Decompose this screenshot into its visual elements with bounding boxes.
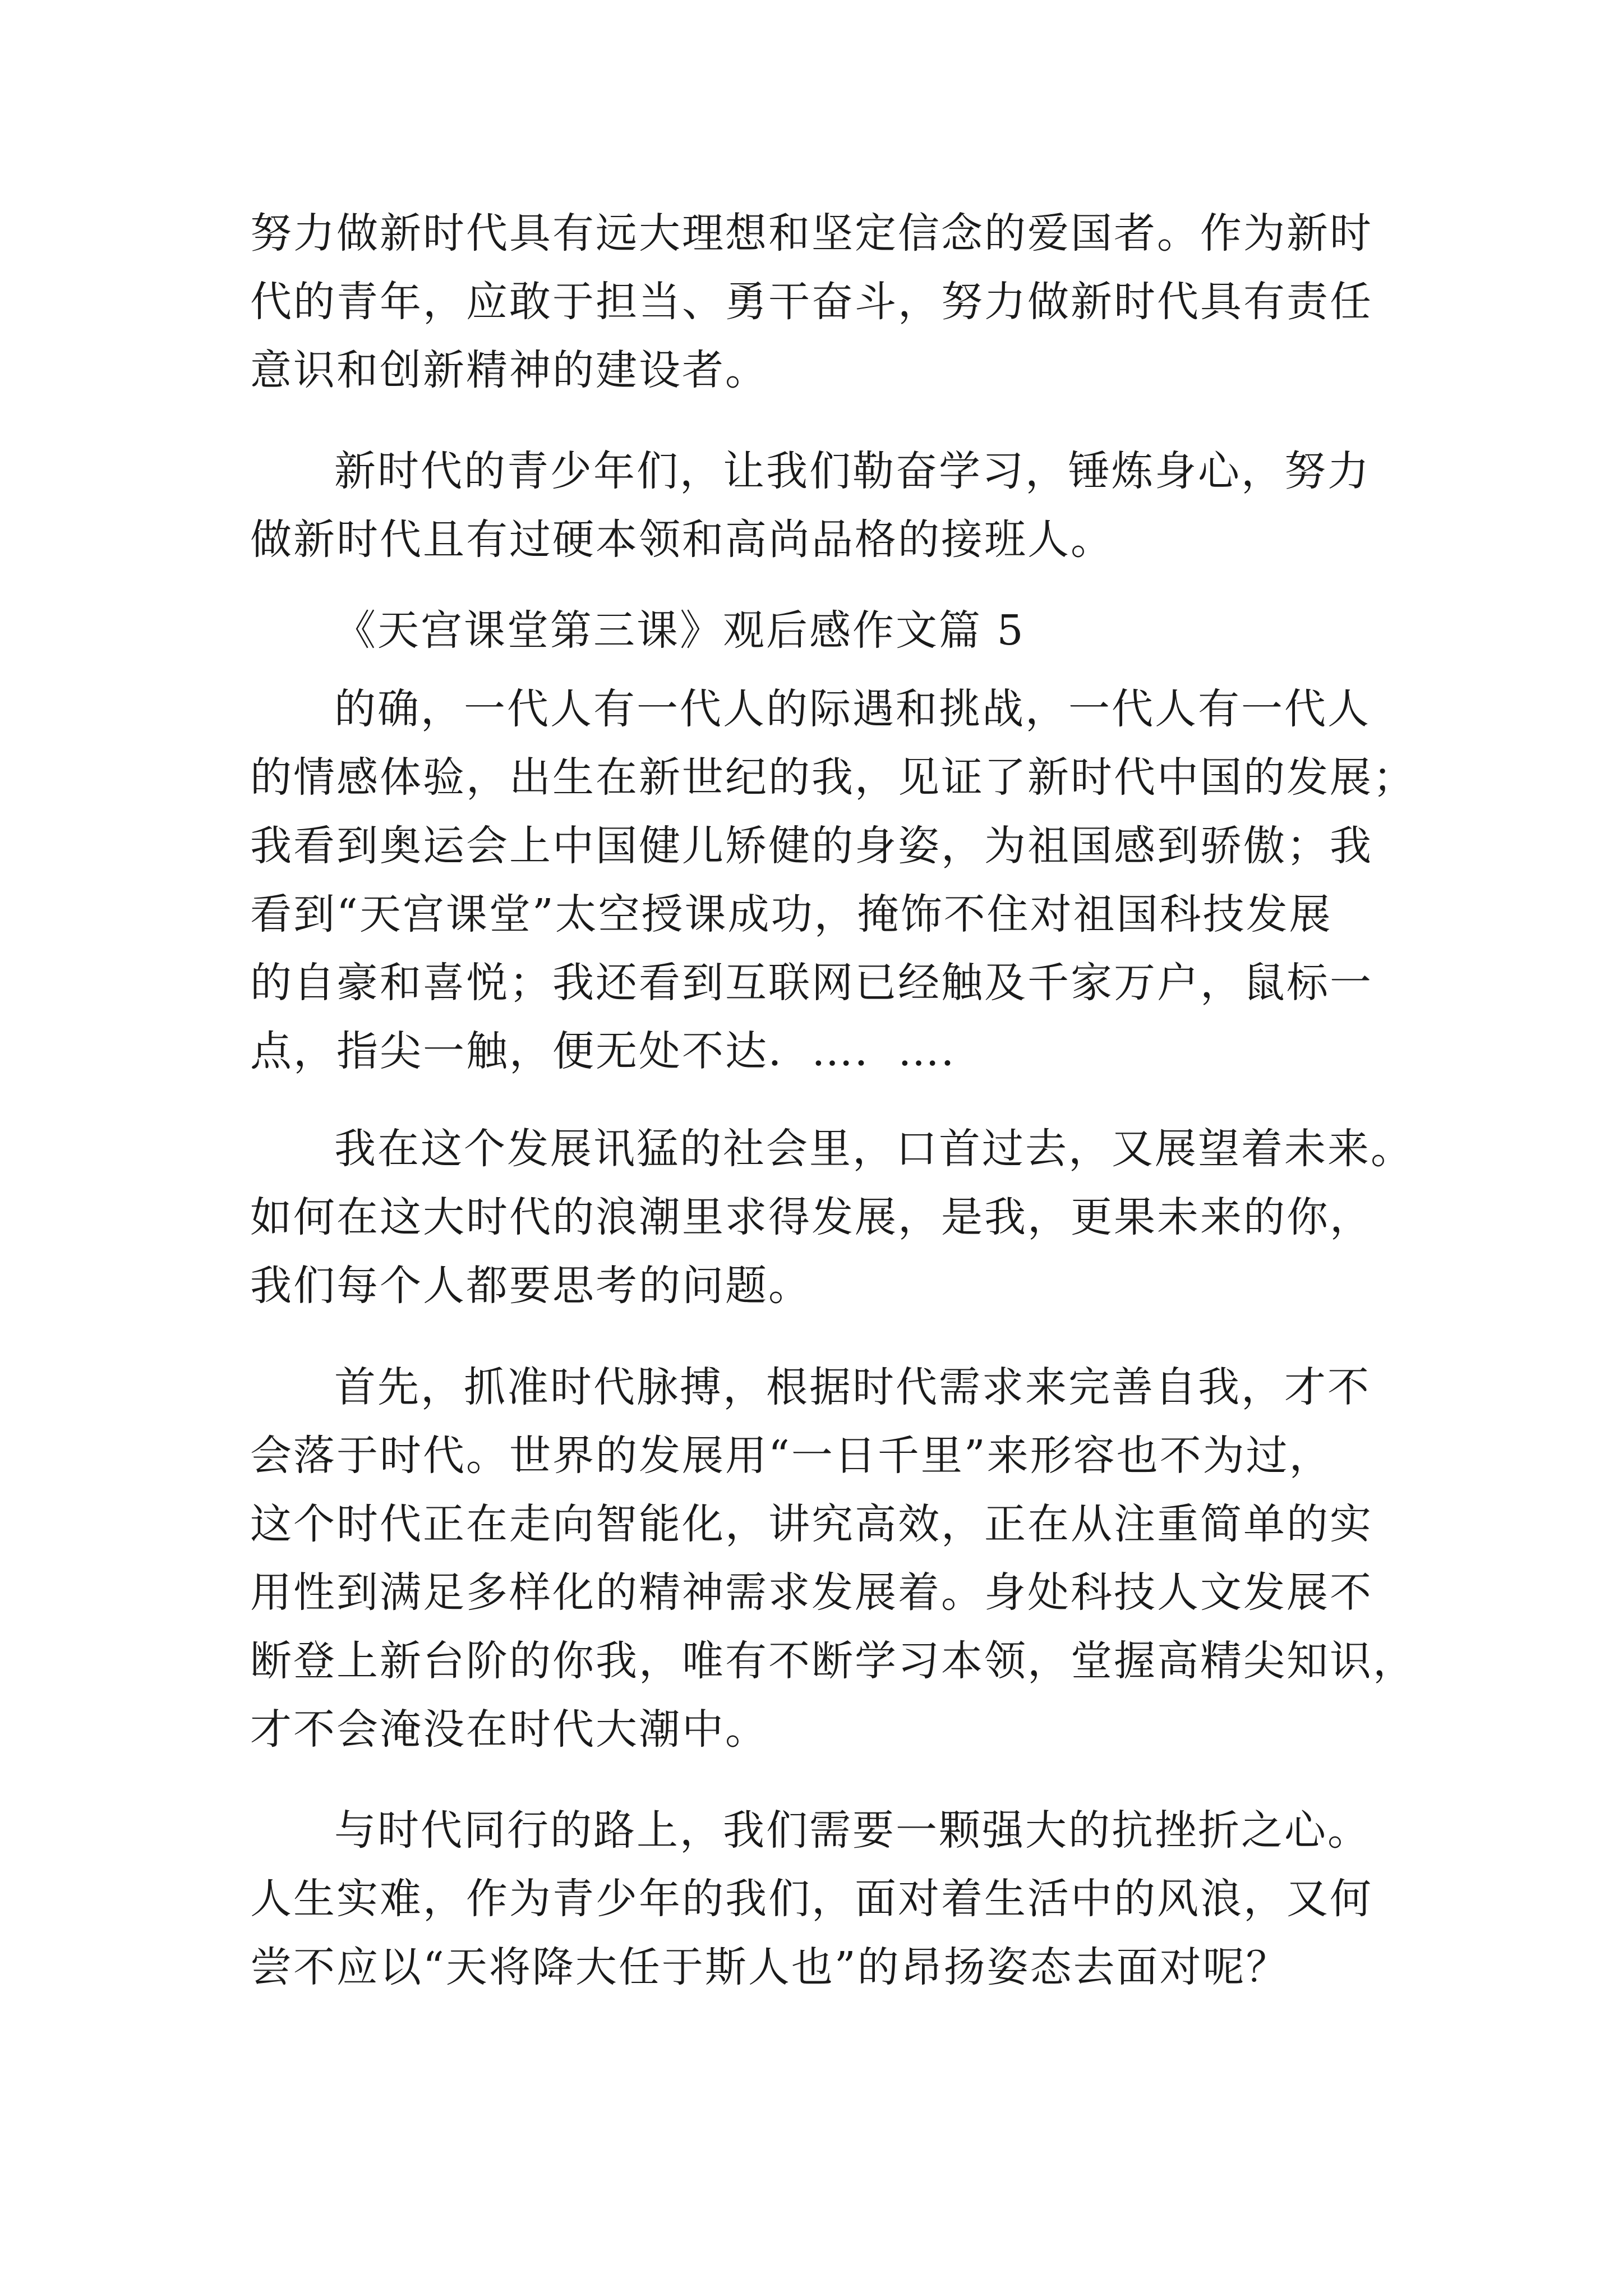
text-line: 努力做新时代具有远大理想和坚定信念的爱国者。作为新时 <box>250 209 1373 257</box>
text-line: 做新时代且有过硬本领和高尚品格的接班人。 <box>250 516 1114 564</box>
text-line: 新时代的青少年们，让我们勒奋学习，锤炼身心，努力 <box>334 447 1371 495</box>
heading-text: 《天宫课堂第三课》观后感作文篇 5 <box>334 606 1025 655</box>
text-line: 人生实难，作为青少年的我们，面对着生活中的风浪，又何 <box>250 1875 1373 1923</box>
text-line: 会落于时代。世界的发展用“一日千里”来形容也不为过， <box>250 1432 1332 1480</box>
text-line: 首先，抓准时代脉搏，根据时代需求来完善自我，才不 <box>334 1363 1371 1411</box>
paragraph-6 <box>250 1796 1394 2001</box>
text-line: 的自豪和喜悦；我还看到互联网已经触及千家万户，鼠标一 <box>250 959 1373 1007</box>
text-line: 如何在这大时代的浪潮里求得发展，是我，更果未来的你， <box>250 1193 1373 1241</box>
section-heading <box>250 596 1394 665</box>
paragraph-4 <box>250 1115 1414 1320</box>
paragraph-2 <box>250 437 1394 574</box>
text-line: 代的青年，应敢于担当、勇干奋斗，努力做新时代具有责任 <box>250 278 1373 326</box>
text-line: 我看到奥运会上中国健儿矫健的身姿，为祖国感到骄傲；我 <box>250 822 1373 870</box>
paragraph-3 <box>250 675 1416 1085</box>
paragraph-5 <box>250 1353 1416 1764</box>
text-line: 用性到满足多样化的精神需求发展着。身处科技人文发展不 <box>250 1568 1373 1617</box>
text-line: 的情感体验，出生在新世纪的我，见证了新时代中国的发展； <box>250 753 1416 802</box>
text-line: 点，指尖一触，便无处不达．…．…． <box>250 1027 984 1075</box>
text-line: 意识和创新精神的建设者。 <box>250 346 768 394</box>
text-line: 断登上新台阶的你我，唯有不断学习本领，堂握高精尖知识， <box>250 1637 1416 1685</box>
text-line: 这个时代正在走向智能化，讲究高效，正在从注重简单的实 <box>250 1500 1373 1548</box>
text-line: 与时代同行的路上，我们需要一颗强大的抗挫折之心。 <box>334 1806 1371 1855</box>
text-line: 看到“天宫课堂”太空授课成功，掩饰不住对祖国科技发展 <box>250 890 1332 938</box>
text-line: 我们每个人都要思考的问题。 <box>250 1262 811 1310</box>
text-line: 我在这个发展讯猛的社会里，口首过去，又展望着未来。 <box>334 1125 1414 1173</box>
paragraph-1 <box>250 199 1394 404</box>
text-line: 尝不应以“天将降大任于斯人也”的昂扬姿态去面对呢？ <box>250 1943 1289 1991</box>
text-line: 才不会淹没在时代大潮中。 <box>250 1705 768 1754</box>
text-line: 的确，一代人有一代人的际遇和挑战，一代人有一代人 <box>334 685 1371 733</box>
